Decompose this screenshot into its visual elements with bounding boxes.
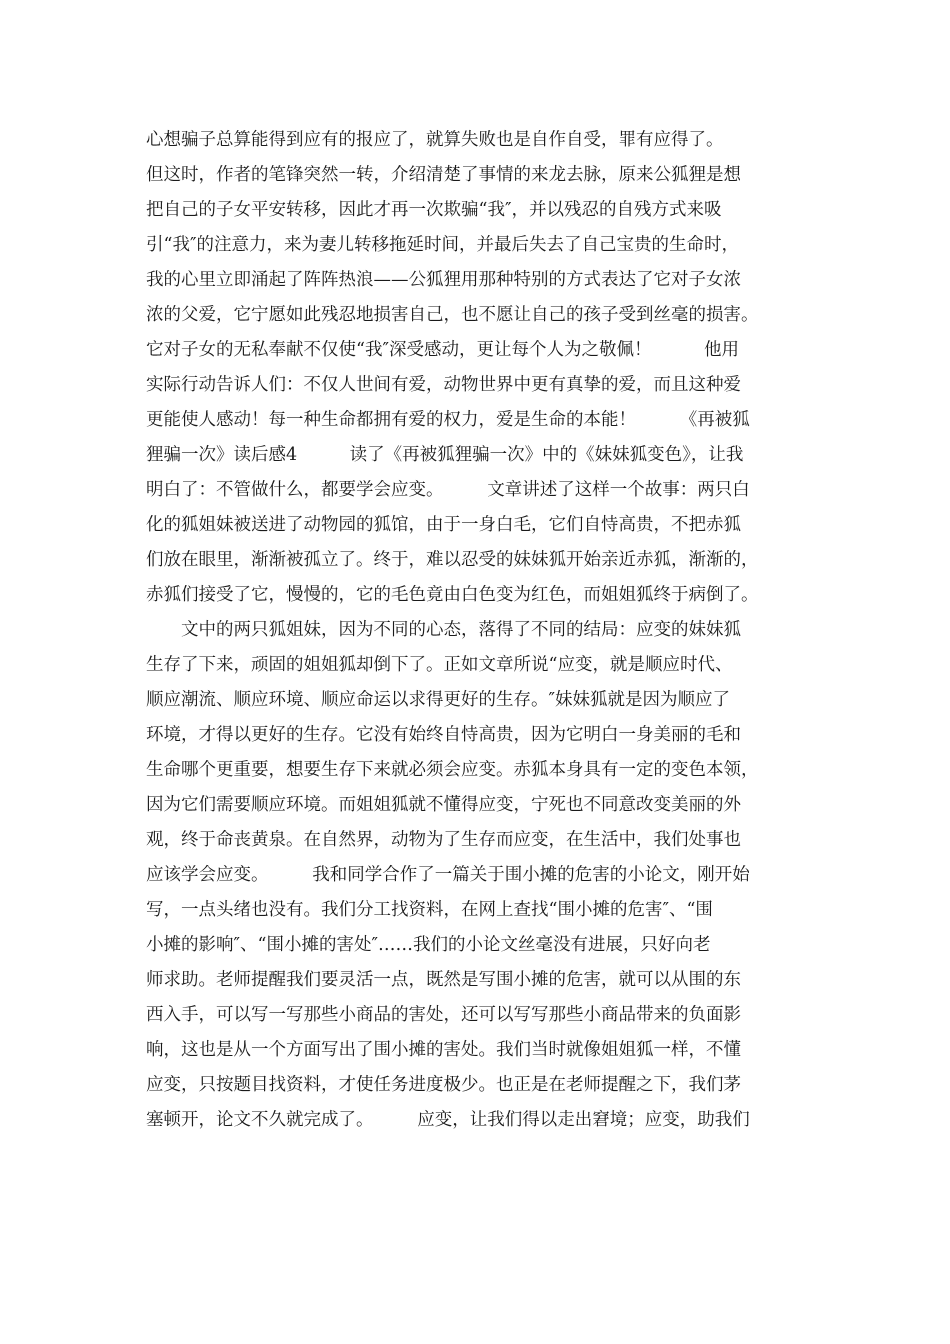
- text-line: 应该学会应变。 我和同学合作了一篇关于围小摊的危害的小论文，刚开始: [146, 865, 750, 885]
- text-line: 化的狐姐妹被送进了动物园的狐馆，由于一身白毛，它们自恃高贵，不把赤狐: [146, 515, 741, 535]
- text-line: 生存了下来，顽固的姐姐狐却倒下了。正如文章所说“应变，就是顺应时代、: [146, 655, 733, 675]
- text-line: 实际行动告诉人们：不仅人世间有爱，动物世界中更有真挚的爱，而且这种爱: [146, 375, 741, 395]
- text-line: 把自己的子女平安转移，因此才再一次欺骗“我″，并以残忍的自残方式来吸: [146, 200, 722, 220]
- text-line: 塞顿开，论文不久就完成了。 应变，让我们得以走出窘境；应变，助我们: [146, 1110, 750, 1130]
- text-line: 们放在眼里，渐渐被孤立了。终于，难以忍受的妹妹狐开始亲近赤狐，渐渐的，: [146, 550, 759, 570]
- text-line: 引“我″的注意力，来为妻儿转移拖延时间，并最后失去了自己宝贵的生命时，: [146, 235, 739, 255]
- text-line: 我的心里立即涌起了阵阵热浪——公狐狸用那种特别的方式表达了它对子女浓: [146, 270, 741, 290]
- text-line: 心想骗子总算能得到应有的报应了，就算失败也是自作自受，罪有应得了。: [146, 130, 724, 150]
- body-text: [146, 123, 826, 1138]
- text-line: 它对子女的无私奉献不仅使“我″深受感动，更让每个人为之敬佩！ 他用: [146, 340, 739, 360]
- text-line: 但这时，作者的笔锋突然一转，介绍清楚了事情的来龙去脉，原来公狐狸是想: [146, 165, 741, 185]
- text-line: 应变，只按题目找资料，才使任务进度极少。也正是在老师提醒之下，我们茅: [146, 1075, 741, 1095]
- text-line: 狸骗一次》读后感4 读了《再被狐狸骗一次》中的《妹妹狐变色》，让我: [146, 445, 744, 465]
- text-line: 生命哪个更重要，想要生存下来就必须会应变。赤狐本身具有一定的变色本领，: [146, 760, 759, 780]
- text-line: 西入手，可以写一写那些小商品的害处，还可以写写那些小商品带来的负面影: [146, 1005, 741, 1025]
- text-line: 师求助。老师提醒我们要灵活一点，既然是写围小摊的危害，就可以从围的东: [146, 970, 741, 990]
- text-line: 赤狐们接受了它，慢慢的，它的毛色竟由白色变为红色，而姐姐狐终于病倒了。: [146, 585, 759, 605]
- text-line: 环境，才得以更好的生存。它没有始终自恃高贵，因为它明白一身美丽的毛和: [146, 725, 741, 745]
- text-line: 顺应潮流、顺应环境、顺应命运以求得更好的生存。″妹妹狐就是因为顺应了: [146, 690, 731, 710]
- text-line: 响，这也是从一个方面写出了围小摊的害处。我们当时就像姐姐狐一样，不懂: [146, 1040, 741, 1060]
- text-line: 因为它们需要顺应环境。而姐姐狐就不懂得应变，宁死也不同意改变美丽的外: [146, 795, 741, 815]
- text-line: 更能使人感动！每一种生命都拥有爱的权力，爱是生命的本能！ 《再被狐: [146, 410, 750, 430]
- text-line: 明白了：不管做什么，都要学会应变。 文章讲述了这样一个故事：两只白: [146, 480, 750, 500]
- text-line: 文中的两只狐姐妹，因为不同的心态，落得了不同的结局：应变的妹妹狐: [146, 620, 741, 640]
- text-line: 小摊的影响″、“围小摊的害处″……我们的小论文丝毫没有进展，只好向老: [146, 935, 711, 955]
- text-line: 浓的父爱，它宁愿如此残忍地损害自己，也不愿让自己的孩子受到丝毫的损害。: [146, 305, 759, 325]
- text-line: 观，终于命丧黄泉。在自然界，动物为了生存而应变，在生活中，我们处事也: [146, 830, 741, 850]
- text-line: 写，一点头绪也没有。我们分工找资料，在网上查找“围小摊的危害″、“围: [146, 900, 713, 920]
